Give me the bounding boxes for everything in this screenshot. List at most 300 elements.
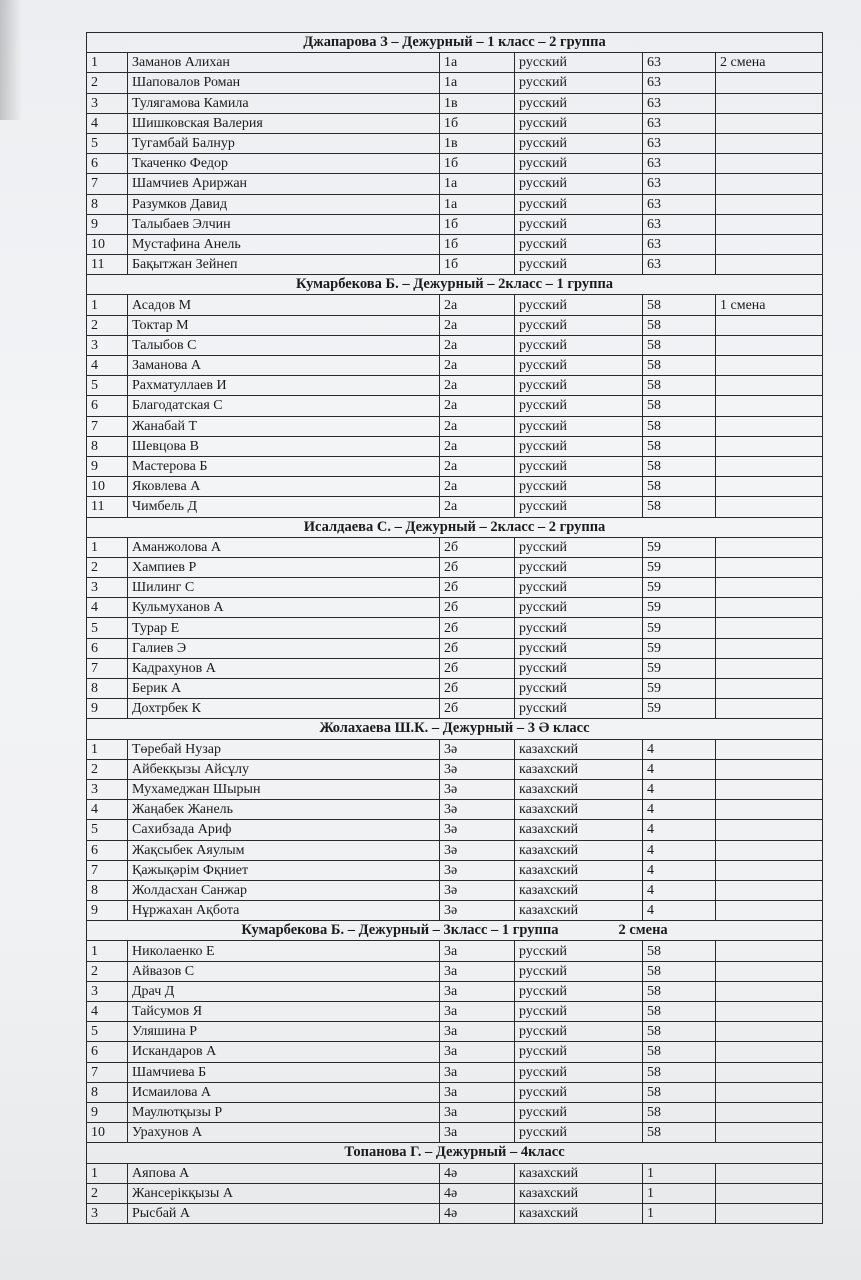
group-code-cell: 4: [643, 880, 716, 900]
shift-cell: [716, 779, 823, 799]
language-cell: русский: [515, 315, 643, 335]
student-name-cell: Ткаченко Федор: [128, 154, 440, 174]
language-cell: русский: [515, 234, 643, 254]
class-cell: 3ә: [440, 739, 515, 759]
row-number-cell: 3: [87, 335, 128, 355]
student-name-cell: Уляшина Р: [128, 1022, 440, 1042]
group-code-cell: 58: [643, 961, 716, 981]
class-cell: 2б: [440, 638, 515, 658]
student-name-cell: Шевцова В: [128, 436, 440, 456]
table-row: [87, 456, 823, 476]
language-cell: казахский: [515, 759, 643, 779]
row-number-cell: 2: [87, 315, 128, 335]
student-name-cell: Нұржахан Ақбота: [128, 901, 440, 921]
row-number-cell: 2: [87, 1183, 128, 1203]
language-cell: русский: [515, 638, 643, 658]
class-cell: 1в: [440, 93, 515, 113]
class-cell: 3ә: [440, 840, 515, 860]
language-cell: русский: [515, 537, 643, 557]
table-row: [87, 436, 823, 456]
shift-cell: [716, 618, 823, 638]
table-row: [87, 860, 823, 880]
class-cell: 2а: [440, 356, 515, 376]
row-number-cell: 9: [87, 699, 128, 719]
table-row: [87, 477, 823, 497]
class-cell: 3ә: [440, 759, 515, 779]
section-title: Исалдаева С. – Дежурный – 2класс – 2 группа: [303, 518, 606, 535]
class-cell: 2а: [440, 295, 515, 315]
table-row: [87, 557, 823, 577]
group-code-cell: 1: [643, 1183, 716, 1203]
group-code-cell: 59: [643, 638, 716, 658]
class-cell: 3а: [440, 1022, 515, 1042]
student-name-cell: Төребай Нузар: [128, 739, 440, 759]
shift-cell: [716, 154, 823, 174]
section-title: Кумарбекова Б. – Дежурный – 2класс – 1 группа: [295, 276, 614, 293]
student-name-cell: Турар Е: [128, 618, 440, 638]
shift-cell: [716, 1082, 823, 1102]
section-title: Топанова Г. – Дежурный – 4класс: [344, 1144, 565, 1161]
row-number-cell: 7: [87, 860, 128, 880]
table-row: [87, 214, 823, 234]
shift-cell: [716, 255, 823, 275]
group-code-cell: 58: [643, 376, 716, 396]
group-code-cell: 58: [643, 436, 716, 456]
group-code-cell: 59: [643, 679, 716, 699]
language-cell: казахский: [515, 860, 643, 880]
row-number-cell: 1: [87, 941, 128, 961]
row-number-cell: 1: [87, 537, 128, 557]
group-code-cell: 63: [643, 174, 716, 194]
table-row: [87, 194, 823, 214]
language-cell: русский: [515, 1082, 643, 1102]
shift-cell: [716, 214, 823, 234]
shift-cell: [716, 1163, 823, 1183]
language-cell: казахский: [515, 779, 643, 799]
section-header-row: [87, 517, 823, 537]
row-number-cell: 3: [87, 1203, 128, 1223]
student-name-cell: Разумков Давид: [128, 194, 440, 214]
group-code-cell: 58: [643, 1082, 716, 1102]
student-name-cell: Николаенко Е: [128, 941, 440, 961]
class-cell: 1а: [440, 174, 515, 194]
shift-cell: [716, 537, 823, 557]
shift-cell: [716, 981, 823, 1001]
class-cell: 3а: [440, 1102, 515, 1122]
section-header: [87, 921, 823, 941]
row-number-cell: 4: [87, 356, 128, 376]
class-cell: 3а: [440, 1042, 515, 1062]
table-row: [87, 497, 823, 517]
row-number-cell: 1: [87, 295, 128, 315]
row-number-cell: 7: [87, 174, 128, 194]
class-cell: 2а: [440, 497, 515, 517]
student-name-cell: Мустафина Анель: [128, 234, 440, 254]
language-cell: казахский: [515, 840, 643, 860]
language-cell: русский: [515, 456, 643, 476]
table-row: [87, 234, 823, 254]
student-name-cell: Благодатская С: [128, 396, 440, 416]
shift-cell: [716, 93, 823, 113]
table-row: [87, 820, 823, 840]
shift-cell: [716, 598, 823, 618]
table-row: [87, 1082, 823, 1102]
student-name-cell: Кульмуханов А: [128, 598, 440, 618]
class-cell: 1а: [440, 53, 515, 73]
shift-cell: [716, 1183, 823, 1203]
group-code-cell: 63: [643, 53, 716, 73]
class-cell: 1а: [440, 194, 515, 214]
table-row: [87, 1183, 823, 1203]
language-cell: русский: [515, 598, 643, 618]
student-name-cell: Токтар М: [128, 315, 440, 335]
table-row: [87, 699, 823, 719]
language-cell: русский: [515, 356, 643, 376]
shift-cell: [716, 1022, 823, 1042]
class-cell: 3а: [440, 981, 515, 1001]
class-cell: 4ә: [440, 1203, 515, 1223]
student-name-cell: Шамчиева Б: [128, 1062, 440, 1082]
table-row: [87, 800, 823, 820]
student-name-cell: Мастерова Б: [128, 456, 440, 476]
language-cell: русский: [515, 578, 643, 598]
group-code-cell: 63: [643, 255, 716, 275]
class-cell: 3ә: [440, 779, 515, 799]
section-header-row: [87, 921, 823, 941]
table-row: [87, 1203, 823, 1223]
group-code-cell: 4: [643, 739, 716, 759]
language-cell: русский: [515, 679, 643, 699]
row-number-cell: 9: [87, 214, 128, 234]
shift-cell: [716, 1062, 823, 1082]
class-cell: 3ә: [440, 880, 515, 900]
language-cell: русский: [515, 1062, 643, 1082]
table-row: [87, 315, 823, 335]
shift-cell: [716, 113, 823, 133]
group-code-cell: 4: [643, 820, 716, 840]
group-code-cell: 63: [643, 194, 716, 214]
group-code-cell: 4: [643, 800, 716, 820]
row-number-cell: 6: [87, 154, 128, 174]
table-row: [87, 376, 823, 396]
row-number-cell: 10: [87, 1123, 128, 1143]
row-number-cell: 8: [87, 1082, 128, 1102]
shift-cell: [716, 800, 823, 820]
group-code-cell: 58: [643, 1123, 716, 1143]
language-cell: русский: [515, 699, 643, 719]
shift-cell: [716, 497, 823, 517]
section-header-row: [87, 719, 823, 739]
group-code-cell: 58: [643, 1002, 716, 1022]
language-cell: русский: [515, 658, 643, 678]
table-row: [87, 295, 823, 315]
row-number-cell: 7: [87, 1062, 128, 1082]
table-row: [87, 416, 823, 436]
group-code-cell: 59: [643, 537, 716, 557]
class-cell: 1б: [440, 154, 515, 174]
shift-cell: [716, 133, 823, 153]
section-title: Джапарова З – Дежурный – 1 класс – 2 группа: [303, 34, 606, 51]
student-name-cell: Дохтрбек К: [128, 699, 440, 719]
shift-cell: [716, 174, 823, 194]
page-shadow: [0, 0, 22, 120]
row-number-cell: 9: [87, 1102, 128, 1122]
class-cell: 3а: [440, 1082, 515, 1102]
group-code-cell: 59: [643, 557, 716, 577]
shift-cell: [716, 820, 823, 840]
row-number-cell: 9: [87, 456, 128, 476]
language-cell: русский: [515, 557, 643, 577]
student-name-cell: Галиев Э: [128, 638, 440, 658]
class-cell: 2а: [440, 376, 515, 396]
student-name-cell: Жаңабек Жанель: [128, 800, 440, 820]
shift-cell: 1 смена: [716, 295, 823, 315]
student-name-cell: Заманов Алихан: [128, 53, 440, 73]
group-code-cell: 63: [643, 133, 716, 153]
language-cell: русский: [515, 396, 643, 416]
shift-cell: [716, 477, 823, 497]
row-number-cell: 2: [87, 557, 128, 577]
shift-cell: [716, 315, 823, 335]
class-cell: 2а: [440, 335, 515, 355]
row-number-cell: 4: [87, 113, 128, 133]
class-cell: 2а: [440, 456, 515, 476]
group-code-cell: 63: [643, 214, 716, 234]
student-name-cell: Чимбель Д: [128, 497, 440, 517]
language-cell: русский: [515, 194, 643, 214]
language-cell: казахский: [515, 739, 643, 759]
shift-cell: [716, 456, 823, 476]
shift-cell: [716, 1042, 823, 1062]
student-name-cell: Тугамбай Балнур: [128, 133, 440, 153]
class-cell: 2а: [440, 396, 515, 416]
shift-cell: [716, 638, 823, 658]
row-number-cell: 7: [87, 416, 128, 436]
student-name-cell: Искандаров А: [128, 1042, 440, 1062]
group-code-cell: 4: [643, 901, 716, 921]
student-name-cell: Сахибзада Ариф: [128, 820, 440, 840]
shift-cell: [716, 739, 823, 759]
table-row: [87, 1163, 823, 1183]
student-name-cell: Қажықәрім Фқниет: [128, 860, 440, 880]
class-cell: 2б: [440, 537, 515, 557]
group-code-cell: 58: [643, 315, 716, 335]
row-number-cell: 8: [87, 194, 128, 214]
row-number-cell: 4: [87, 598, 128, 618]
student-name-cell: Рысбай А: [128, 1203, 440, 1223]
class-cell: 3ә: [440, 820, 515, 840]
row-number-cell: 5: [87, 133, 128, 153]
table-row: [87, 679, 823, 699]
group-code-cell: 58: [643, 1062, 716, 1082]
group-code-cell: 63: [643, 234, 716, 254]
student-name-cell: Айбекқызы Айсұлу: [128, 759, 440, 779]
group-code-cell: 63: [643, 154, 716, 174]
language-cell: русский: [515, 1123, 643, 1143]
row-number-cell: 1: [87, 1163, 128, 1183]
class-cell: 3а: [440, 941, 515, 961]
table-row: [87, 1042, 823, 1062]
row-number-cell: 2: [87, 73, 128, 93]
section-header-row: [87, 275, 823, 295]
group-code-cell: 58: [643, 981, 716, 1001]
section-title: Жолахаева Ш.К. – Дежурный – 3 Ә класс: [319, 720, 590, 737]
student-name-cell: Мухамеджан Шырын: [128, 779, 440, 799]
group-code-cell: 58: [643, 295, 716, 315]
student-name-cell: Хампиев Р: [128, 557, 440, 577]
group-code-cell: 58: [643, 416, 716, 436]
language-cell: казахский: [515, 1163, 643, 1183]
language-cell: русский: [515, 53, 643, 73]
table-row: [87, 658, 823, 678]
student-name-cell: Кадрахунов А: [128, 658, 440, 678]
group-code-cell: 58: [643, 456, 716, 476]
table-row: [87, 739, 823, 759]
group-code-cell: 58: [643, 1022, 716, 1042]
row-number-cell: 6: [87, 1042, 128, 1062]
section-header-row: [87, 1143, 823, 1163]
class-cell: 3а: [440, 961, 515, 981]
shift-cell: [716, 759, 823, 779]
table-row: [87, 133, 823, 153]
student-name-cell: Маулютқызы Р: [128, 1102, 440, 1122]
class-cell: 3ә: [440, 901, 515, 921]
row-number-cell: 6: [87, 396, 128, 416]
group-code-cell: 4: [643, 860, 716, 880]
student-name-cell: Асадов М: [128, 295, 440, 315]
table-row: [87, 154, 823, 174]
duty-roster-table: [86, 32, 823, 1224]
class-cell: 2б: [440, 679, 515, 699]
shift-cell: [716, 416, 823, 436]
shift-cell: [716, 335, 823, 355]
class-cell: 3а: [440, 1002, 515, 1022]
section-header: [87, 517, 823, 537]
class-cell: 2б: [440, 578, 515, 598]
shift-cell: [716, 356, 823, 376]
language-cell: русский: [515, 335, 643, 355]
group-code-cell: 59: [643, 578, 716, 598]
shift-cell: [716, 679, 823, 699]
row-number-cell: 3: [87, 981, 128, 1001]
table-row: [87, 93, 823, 113]
row-number-cell: 5: [87, 618, 128, 638]
group-code-cell: 58: [643, 356, 716, 376]
student-name-cell: Заманова А: [128, 356, 440, 376]
group-code-cell: 58: [643, 497, 716, 517]
language-cell: русский: [515, 73, 643, 93]
language-cell: русский: [515, 255, 643, 275]
section-header: [87, 719, 823, 739]
row-number-cell: 11: [87, 497, 128, 517]
group-code-cell: 58: [643, 1042, 716, 1062]
row-number-cell: 10: [87, 477, 128, 497]
table-row: [87, 1102, 823, 1122]
class-cell: 3ә: [440, 860, 515, 880]
group-code-cell: 4: [643, 840, 716, 860]
group-code-cell: 58: [643, 335, 716, 355]
language-cell: русский: [515, 174, 643, 194]
student-name-cell: Яковлева А: [128, 477, 440, 497]
group-code-cell: 1: [643, 1203, 716, 1223]
language-cell: русский: [515, 214, 643, 234]
shift-cell: [716, 436, 823, 456]
student-name-cell: Тайсумов Я: [128, 1002, 440, 1022]
language-cell: русский: [515, 1102, 643, 1122]
section-header: [87, 1143, 823, 1163]
table-row: [87, 396, 823, 416]
language-cell: русский: [515, 436, 643, 456]
student-name-cell: Талыбаев Элчин: [128, 214, 440, 234]
row-number-cell: 4: [87, 1002, 128, 1022]
class-cell: 1б: [440, 214, 515, 234]
language-cell: русский: [515, 416, 643, 436]
student-name-cell: Тулягамова Камила: [128, 93, 440, 113]
row-number-cell: 3: [87, 578, 128, 598]
language-cell: казахский: [515, 901, 643, 921]
group-code-cell: 58: [643, 396, 716, 416]
language-cell: русский: [515, 941, 643, 961]
row-number-cell: 3: [87, 93, 128, 113]
group-code-cell: 59: [643, 658, 716, 678]
row-number-cell: 6: [87, 840, 128, 860]
table-row: [87, 941, 823, 961]
row-number-cell: 2: [87, 759, 128, 779]
class-cell: 2б: [440, 658, 515, 678]
class-cell: 2б: [440, 699, 515, 719]
language-cell: русский: [515, 477, 643, 497]
section-header-row: [87, 33, 823, 53]
shift-cell: [716, 1123, 823, 1143]
class-cell: 1б: [440, 113, 515, 133]
shift-cell: [716, 941, 823, 961]
table-row: [87, 1002, 823, 1022]
language-cell: русский: [515, 295, 643, 315]
table-row: [87, 578, 823, 598]
row-number-cell: 5: [87, 376, 128, 396]
group-code-cell: 4: [643, 779, 716, 799]
group-code-cell: 4: [643, 759, 716, 779]
language-cell: русский: [515, 1022, 643, 1042]
table-row: [87, 1022, 823, 1042]
group-code-cell: 1: [643, 1163, 716, 1183]
group-code-cell: 63: [643, 93, 716, 113]
group-code-cell: 59: [643, 598, 716, 618]
section-header: [87, 275, 823, 295]
shift-cell: [716, 73, 823, 93]
row-number-cell: 2: [87, 961, 128, 981]
class-cell: 3а: [440, 1062, 515, 1082]
language-cell: русский: [515, 1042, 643, 1062]
table-row: [87, 53, 823, 73]
class-cell: 3а: [440, 1123, 515, 1143]
section-header: [87, 33, 823, 53]
class-cell: 1а: [440, 73, 515, 93]
row-number-cell: 4: [87, 800, 128, 820]
shift-cell: [716, 194, 823, 214]
student-name-cell: Рахматуллаев И: [128, 376, 440, 396]
class-cell: 2б: [440, 598, 515, 618]
class-cell: 4ә: [440, 1183, 515, 1203]
language-cell: казахский: [515, 800, 643, 820]
shift-cell: [716, 901, 823, 921]
row-number-cell: 3: [87, 779, 128, 799]
class-cell: 1б: [440, 234, 515, 254]
language-cell: русский: [515, 618, 643, 638]
language-cell: казахский: [515, 1203, 643, 1223]
shift-cell: [716, 557, 823, 577]
student-name-cell: Аманжолова А: [128, 537, 440, 557]
